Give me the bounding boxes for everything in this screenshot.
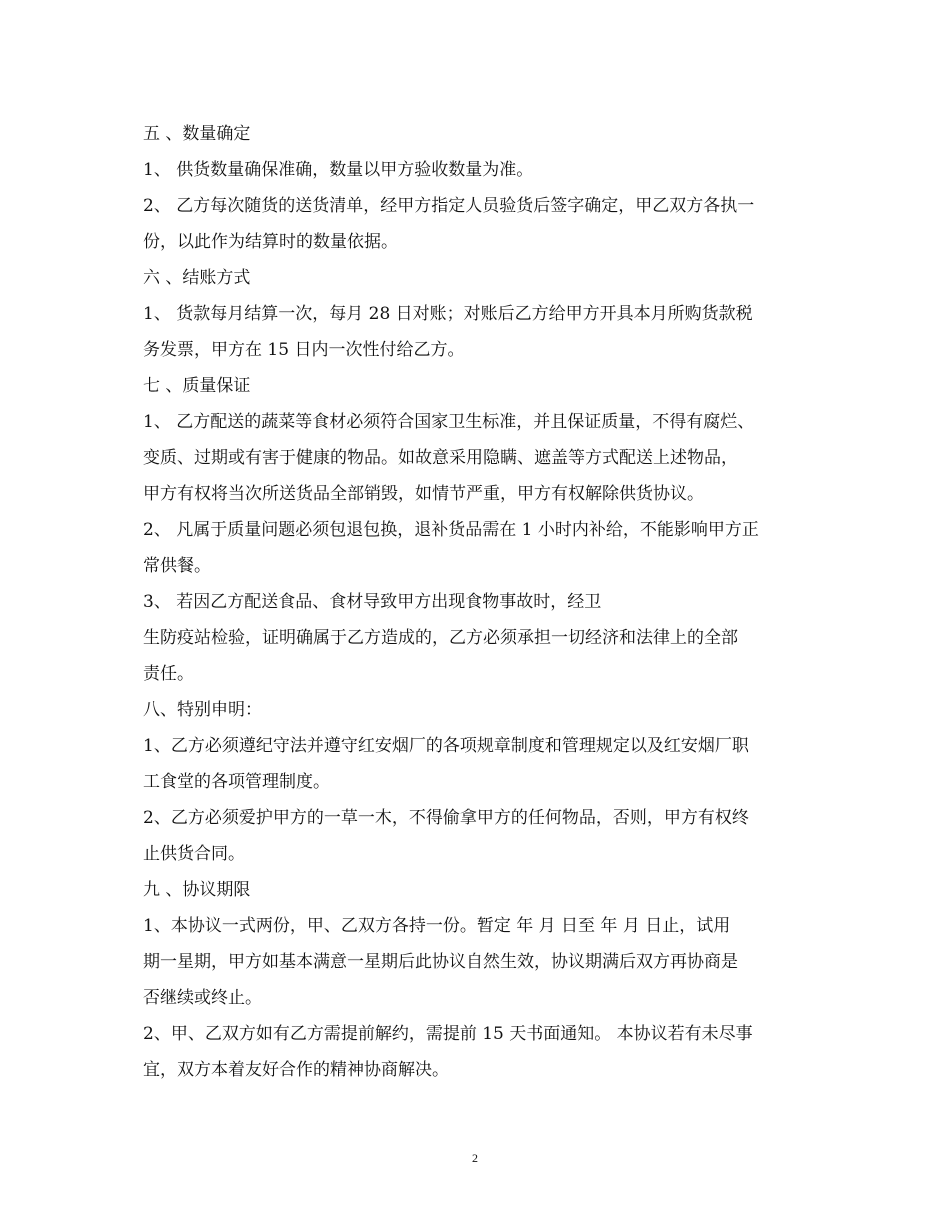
paragraph-line: 1、本协议一式两份，甲、乙双方各持一份。暂定 年 月 日至 年 月 日止，试用 <box>143 916 731 936</box>
section-heading-term: 九 、协议期限 <box>143 880 251 900</box>
paragraph-line: 止供货合同。 <box>143 844 245 864</box>
document-body <box>143 116 808 1088</box>
paragraph-line: 常供餐。 <box>143 556 211 576</box>
paragraph-line: 3、 若因乙方配送食品、食材导致甲方出现食物事故时，经卫 <box>143 592 602 612</box>
section-heading-settlement: 六 、结账方式 <box>143 268 251 288</box>
paragraph-line: 责任。 <box>143 664 194 684</box>
page-number: 2 <box>472 1151 478 1165</box>
section-heading-special-statement: 八、特别申明： <box>143 700 262 720</box>
paragraph-line: 1、 乙方配送的蔬菜等食材必须符合国家卫生标准，并且保证质量，不得有腐烂、 <box>143 412 755 432</box>
paragraph-line: 变质、过期或有害于健康的物品。如故意采用隐瞒、遮盖等方式配送上述物品， <box>143 448 738 468</box>
paragraph-line: 期一星期，甲方如基本满意一星期后此协议自然生效，协议期满后双方再协商是 <box>143 952 738 972</box>
paragraph-line: 1、乙方必须遵纪守法并遵守红安烟厂的各项规章制度和管理规定以及红安烟厂职 <box>143 736 749 756</box>
paragraph-line: 生防疫站检验，证明确属于乙方造成的，乙方必须承担一切经济和法律上的全部 <box>143 628 738 648</box>
paragraph-line: 1、 供货数量确保准确，数量以甲方验收数量为准。 <box>143 160 534 180</box>
paragraph-line: 2、甲、乙双方如有乙方需提前解约，需提前 15 天书面通知。 本协议若有未尽事 <box>143 1024 753 1044</box>
paragraph-line: 份，以此作为结算时的数量依据。 <box>143 232 398 252</box>
paragraph-line: 2、 乙方每次随货的送货清单，经甲方指定人员验货后签字确定，甲乙双方各执一 <box>143 196 755 216</box>
paragraph-line: 宜，双方本着友好合作的精神协商解决。 <box>143 1060 449 1080</box>
paragraph-line: 2、 凡属于质量问题必须包退包换，退补货品需在 1 小时内补给，不能影响甲方正 <box>143 520 759 540</box>
paragraph-line: 1、 货款每月结算一次，每月 28 日对账；对账后乙方给甲方开具本月所购货款税 <box>143 304 753 324</box>
paragraph-line: 2、乙方必须爱护甲方的一草一木，不得偷拿甲方的任何物品，否则，甲方有权终 <box>143 808 749 828</box>
paragraph-line: 工食堂的各项管理制度。 <box>143 772 330 792</box>
paragraph-line: 否继续或终止。 <box>143 988 262 1008</box>
paragraph-line: 务发票，甲方在 15 日内一次性付给乙方。 <box>143 340 465 360</box>
section-heading-quantity: 五 、数量确定 <box>143 124 251 144</box>
section-heading-quality: 七 、质量保证 <box>143 376 251 396</box>
paragraph-line: 甲方有权将当次所送货品全部销毁，如情节严重，甲方有权解除供货协议。 <box>143 484 704 504</box>
